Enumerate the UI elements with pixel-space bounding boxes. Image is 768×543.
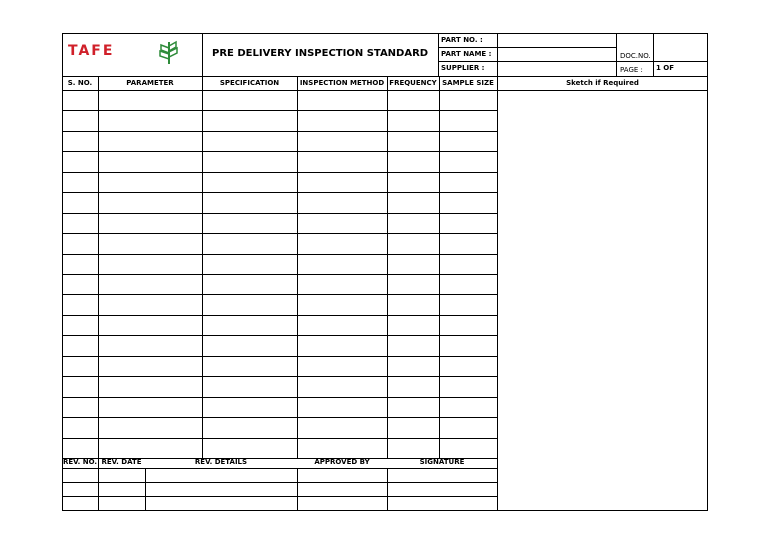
tafe-logo: TAFE [68,43,115,59]
divider [438,47,616,48]
divider [202,76,203,458]
table-row-divider [62,274,497,275]
divider [145,468,146,511]
divider [62,482,497,483]
table-row-divider [62,438,497,439]
table-row-divider [62,233,497,234]
leaf-logo-icon [156,38,182,66]
divider [62,90,708,91]
table-row-divider [62,397,497,398]
part-no-label: PART NO. : [441,36,483,44]
divider [202,33,203,76]
divider [616,33,617,76]
column-header-sample-size: SAMPLE SIZE [442,79,494,87]
page-label: PAGE : [620,66,643,74]
table-row-divider [62,294,497,295]
divider [297,468,298,511]
divider [98,76,99,458]
sketch-label: Sketch if Required [566,79,639,87]
column-header-rev-date: REV. DATE [101,458,142,466]
column-header-signature: SIGNATURE [419,458,465,466]
column-header-specification: SPECIFICATION [219,79,280,87]
divider [497,33,498,76]
column-header-parameter: PARAMETER [126,79,174,87]
table-row-divider [62,172,497,173]
table-row-divider [62,356,497,357]
divider [387,468,388,511]
table-row-divider [62,254,497,255]
table-row-divider [62,192,497,193]
divider [98,458,99,511]
column-header-rev-details: REV. DETAILS [194,458,248,466]
divider [438,33,439,76]
divider [62,468,497,469]
table-row-divider [62,131,497,132]
table-row-divider [62,376,497,377]
table-row-divider [62,110,497,111]
divider [297,76,298,458]
table-row-divider [62,213,497,214]
table-row-divider [62,315,497,316]
divider [62,76,708,77]
doc-no-label: DOC.NO. [620,52,651,60]
column-header-rev-no: REV. NO. [62,458,98,466]
divider [439,76,440,458]
column-header-inspection-method: INSPECTION METHOD [299,79,385,87]
form-frame [62,33,708,511]
page-title: PRE DELIVERY INSPECTION STANDARD [212,48,429,59]
column-header-sno: S. NO. [67,79,93,87]
divider [438,61,708,62]
supplier-label: SUPPLIER : [441,64,485,72]
table-row-divider [62,335,497,336]
divider [653,33,654,76]
table-row-divider [62,417,497,418]
divider [497,76,498,511]
divider [62,496,497,497]
divider [387,76,388,458]
column-header-approved-by: APPROVED BY [314,458,370,466]
page-value: 1 OF [656,64,675,72]
column-header-frequency: FREQUENCY [389,79,437,87]
part-name-label: PART NAME : [441,50,492,58]
table-row-divider [62,151,497,152]
